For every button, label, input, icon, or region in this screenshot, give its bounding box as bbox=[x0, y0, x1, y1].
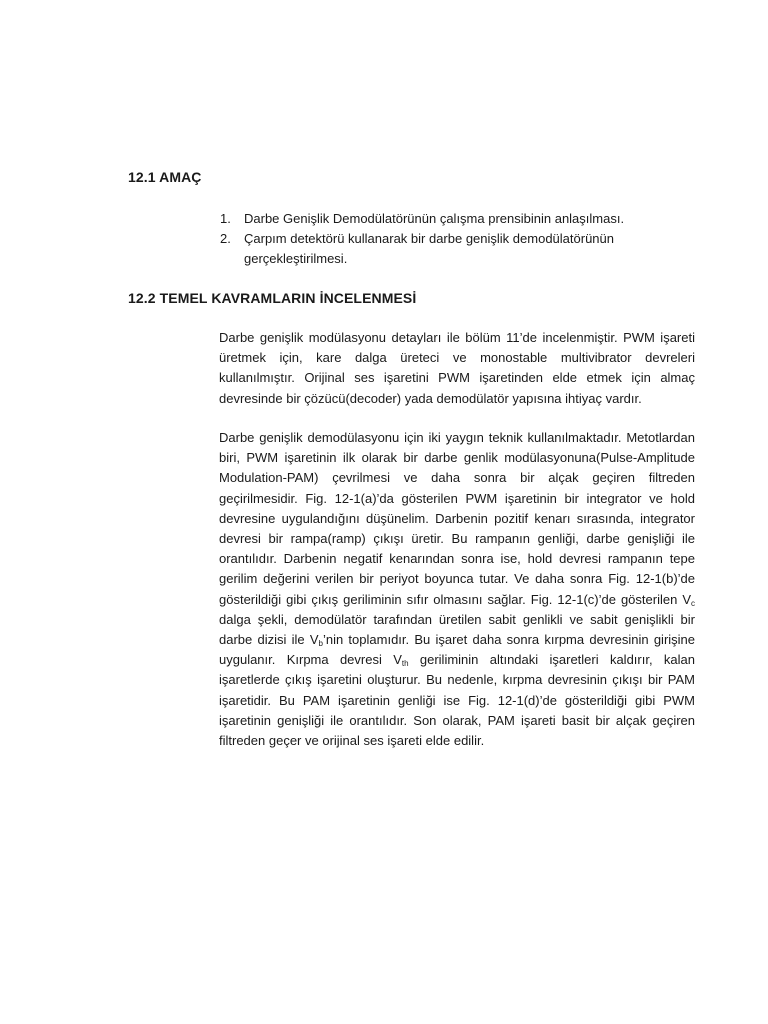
list-item-text: Çarpım detektörü kullanarak bir darbe genişlik demodülatörünün gerçekleştirilmesi. bbox=[244, 231, 614, 266]
objectives-list bbox=[220, 209, 680, 269]
paragraph-text: dalga şekli, demodülatör tarafından üretilen sabit genlikli ve sabit genişlikli bir darbe dizisi ile V bbox=[219, 611, 695, 648]
list-item-text: Darbe Genişlik Demodülatörünün çalışma prensibinin anlaşılması. bbox=[244, 211, 625, 226]
subscript: c bbox=[691, 598, 695, 608]
paragraph-text: ’nin toplamıdır. Bu işaret daha sonra kırpma devresinin girişine uygulanır. Kırpma devresi V bbox=[219, 632, 696, 668]
paragraph-intro: Darbe genişlik modülasyonu detayları ile bölüm 11’de incelenmiştir. PWM işareti üretmek için, kare dalga üreteci ve monostable multivibrator devreleri kullanılmıştır. Orijinal ses işaretini PWM işaretinden elde etmek için almaç devresinde bir çözücü(decoder) yada demodülatör yapısına ihtiyaç vardır. bbox=[219, 330, 695, 406]
paragraph-text: Darbe genişlik demodülasyonu için iki yaygın teknik kullanılmaktadır. Metotlardan biri, PWM işaretinin ilk olarak bir darbe genlik modülasyonuna(Pulse-Amplitude Modulation-PAM) çevrilmesi ve daha sonra bir alçak geçiren filtreden geçirilmesidir. Fig. 12-1(a)’da gösterilen PWM işaretinin bir integrator ve hold devresine uygulandığını düşünelim. Darbenin pozitif kenarı sırasında, integrator devresi bir rampa(ramp) çıkışı üretir. Bu rampanın genliği, darbe genişliği ile orantılıdır. Darbenin negatif kenarından sonra ise, hold devresi rampanın tepe gerilim değerini verilen bir periyot boyunca tutar. Ve daha sonra Fig. 12-1(b)’de gösterildiği gibi çıkış geriliminin sıfır olmasını sağlar. Fig. 12-1(c)’de gösterilen V bbox=[219, 430, 695, 607]
list-item-number: 2. bbox=[220, 231, 231, 246]
list-item bbox=[220, 209, 680, 229]
list-item-number: 1. bbox=[220, 211, 231, 226]
subscript: th bbox=[401, 659, 409, 669]
subscript: b bbox=[318, 639, 323, 649]
section-heading-temel-kavramlar: 12.2 TEMEL KAVRAMLARIN İNCELENMESİ bbox=[128, 290, 417, 306]
paragraph-text: geriliminin altındaki işaretleri kaldırır, kalan işaretlerde çıkış işaretini oluşturur. Bu nedenle, kırpma devresinin çıkışı bir PAM işaretidir. Bu PAM işaretinin genliği ise Fig. 12-1(d)’de gösterildiği gibi PWM işaretinin genişliği ile orantılıdır. Son olarak, PAM işareti basit bir alçak geçiren filtreden geçer ve orijinal ses işareti elde edilir. bbox=[219, 652, 695, 749]
paragraph-demodulation bbox=[219, 428, 695, 751]
section-heading-amac: 12.1 AMAÇ bbox=[128, 169, 202, 185]
list-item bbox=[220, 229, 680, 269]
